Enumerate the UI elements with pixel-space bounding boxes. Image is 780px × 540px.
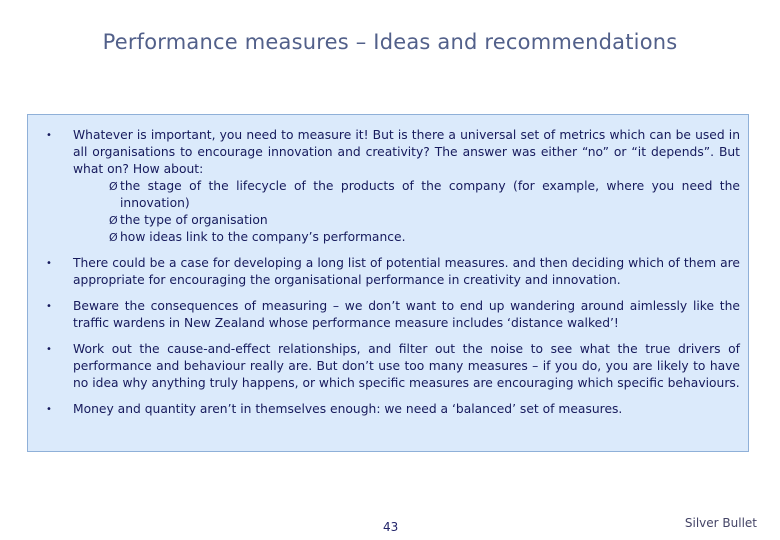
bullet-icon: •: [46, 258, 52, 269]
bullet-text: Work out the cause-and-effect relationships, and filter out the noise to see what the true drivers of performance and behaviour really are. But don’t use too many measures – if you do, you are likely to have no idea why anything truly happens, or which specific measures are encouraging which specific behaviours.: [73, 342, 740, 390]
arrow-icon: Ø: [109, 214, 118, 227]
sub-item-text: the type of organisation: [120, 213, 268, 227]
bullet-item: [42, 341, 740, 392]
sub-item-text: the stage of the lifecycle of the products of the company (for example, where you need the innovation): [120, 179, 740, 210]
page-number: 43: [383, 520, 399, 534]
bullet-item: [42, 298, 740, 332]
sub-item-text: how ideas link to the company’s performance.: [120, 230, 406, 244]
bullet-item: [42, 127, 740, 246]
bullet-item: [42, 401, 740, 418]
bullet-icon: •: [46, 130, 52, 141]
bullet-text: Money and quantity aren’t in themselves enough: we need a ‘balanced’ set of measures.: [73, 402, 623, 416]
content-box: [27, 114, 749, 452]
sub-item: [73, 212, 740, 229]
arrow-icon: Ø: [109, 231, 118, 244]
bullet-text: Whatever is important, you need to measure it! But is there a universal set of metrics which can be used in all organisations to encourage innovation and creativity? The answer was either “no” or “it depends”. But what on? How about:: [73, 128, 740, 176]
bullet-icon: •: [46, 344, 52, 355]
bullet-item: [42, 255, 740, 289]
brand-footer: Silver Bullet: [684, 516, 757, 530]
bullet-text: There could be a case for developing a long list of potential measures. and then deciding which of them are appropriate for encouraging the organisational performance in creativity and innovation.: [73, 256, 740, 287]
slide-title: Performance measures – Ideas and recommendations: [102, 30, 678, 54]
bullet-icon: •: [46, 404, 52, 415]
sub-item: [73, 229, 740, 246]
bullet-icon: •: [46, 301, 52, 312]
sub-item: [73, 178, 740, 212]
bullet-text: Beware the consequences of measuring – we don’t want to end up wandering around aimlessly like the traffic wardens in New Zealand whose performance measure includes ‘distance walked’!: [73, 299, 740, 330]
arrow-icon: Ø: [109, 180, 118, 193]
